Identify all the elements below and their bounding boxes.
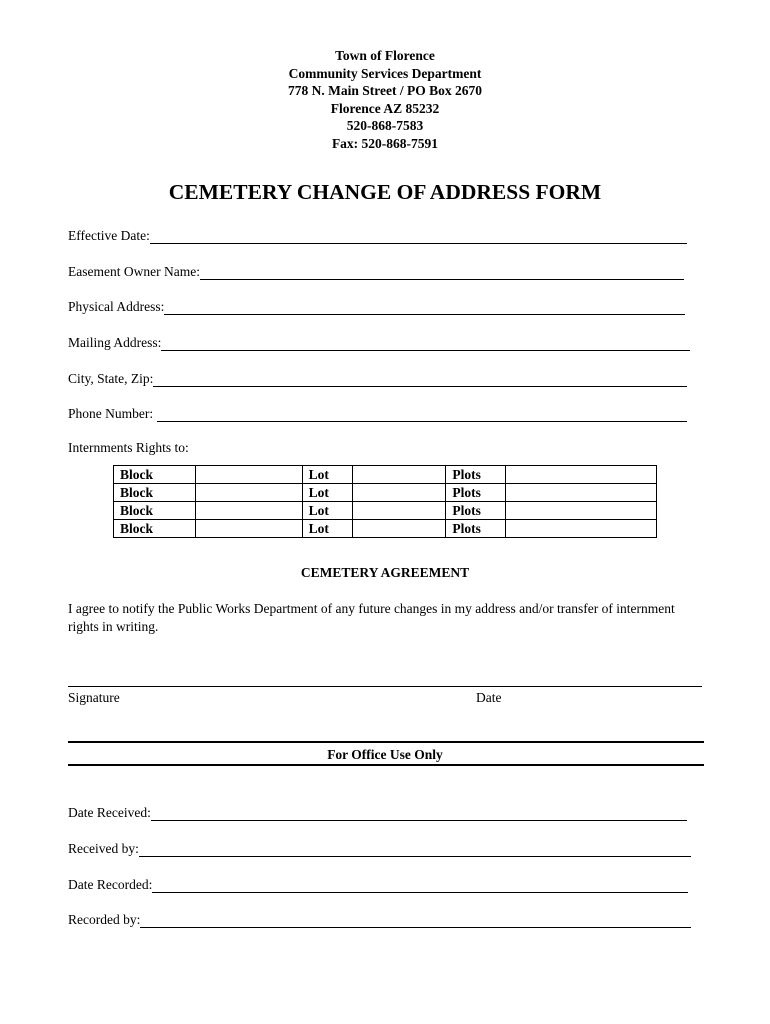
lot-value-cell[interactable] — [352, 466, 446, 484]
plots-value-cell[interactable] — [506, 520, 657, 538]
physical-address-line[interactable] — [164, 300, 685, 315]
lot-label: Lot — [302, 484, 352, 502]
plots-label: Plots — [446, 520, 506, 538]
date-received-line[interactable] — [151, 806, 687, 821]
date-recorded-label: Date Recorded: — [68, 877, 153, 892]
phone-number: 520-868-7583 — [346, 118, 424, 134]
mailing-address-line[interactable] — [161, 336, 690, 351]
plots-label: Plots — [446, 484, 506, 502]
date-recorded-field[interactable] — [68, 875, 688, 893]
city-state-zip-line[interactable] — [153, 372, 687, 387]
plots-value-cell[interactable] — [506, 466, 657, 484]
date-recorded-line[interactable] — [152, 878, 688, 893]
date-label: Date — [476, 690, 502, 705]
physical-address-field[interactable] — [68, 297, 685, 315]
owner-name-field[interactable] — [68, 262, 684, 280]
office-divider-bottom — [68, 764, 704, 766]
office-use-heading: For Office Use Only — [327, 747, 443, 762]
plots-label: Plots — [446, 466, 506, 484]
table-row — [114, 466, 657, 484]
agreement-text: I agree to notify the Public Works Department of any future changes in my address and/or transfer of internment rights in writing. — [68, 601, 675, 634]
department-name: Community Services Department — [288, 65, 482, 81]
block-label: Block — [114, 502, 196, 520]
date-received-label: Date Received: — [68, 805, 151, 820]
lot-label: Lot — [302, 502, 352, 520]
fax-number: Fax: 520-868-7591 — [331, 135, 439, 151]
phone-number-label: Phone Number: — [68, 406, 157, 421]
block-value-cell[interactable] — [195, 520, 302, 538]
city-state-zip-field[interactable] — [68, 369, 687, 387]
letterhead — [0, 47, 770, 153]
received-by-field[interactable] — [68, 839, 691, 857]
org-name: Town of Florence — [335, 48, 435, 63]
effective-date-line[interactable] — [150, 229, 687, 244]
lot-value-cell[interactable] — [352, 484, 446, 502]
recorded-by-field[interactable] — [68, 910, 691, 928]
owner-name-line[interactable] — [200, 265, 684, 280]
owner-name-label: Easement Owner Name: — [68, 264, 200, 279]
lot-label: Lot — [302, 466, 352, 484]
effective-date-label: Effective Date: — [68, 228, 150, 243]
recorded-by-line[interactable] — [140, 913, 691, 928]
table-row — [114, 502, 657, 520]
signature-label: Signature — [68, 690, 120, 705]
agreement-heading: CEMETERY AGREEMENT — [300, 565, 470, 580]
form-title: CEMETERY CHANGE OF ADDRESS FORM — [168, 180, 602, 204]
received-by-line[interactable] — [139, 842, 691, 857]
city-address: Florence AZ 85232 — [330, 100, 440, 116]
lot-label: Lot — [302, 520, 352, 538]
city-state-zip-label: City, State, Zip: — [68, 371, 154, 386]
table-row — [114, 520, 657, 538]
plots-label: Plots — [446, 502, 506, 520]
signature-line[interactable] — [68, 686, 702, 687]
block-value-cell[interactable] — [195, 466, 302, 484]
physical-address-label: Physical Address: — [68, 299, 165, 314]
block-label: Block — [114, 466, 196, 484]
lot-value-cell[interactable] — [352, 502, 446, 520]
block-label: Block — [114, 520, 196, 538]
received-by-label: Received by: — [68, 841, 139, 856]
block-label: Block — [114, 484, 196, 502]
mailing-address-field[interactable] — [68, 333, 690, 351]
internment-rights-label: Internments Rights to: — [68, 440, 189, 455]
lot-value-cell[interactable] — [352, 520, 446, 538]
internment-rights-table — [113, 465, 657, 538]
mailing-address-label: Mailing Address: — [68, 335, 162, 350]
recorded-by-label: Recorded by: — [68, 912, 141, 927]
office-divider-top — [68, 741, 704, 743]
effective-date-field[interactable] — [68, 226, 687, 244]
plots-value-cell[interactable] — [506, 502, 657, 520]
date-received-field[interactable] — [68, 803, 687, 821]
table-row — [114, 484, 657, 502]
phone-number-field[interactable] — [68, 404, 687, 422]
phone-number-line[interactable] — [157, 407, 687, 422]
block-value-cell[interactable] — [195, 484, 302, 502]
street-address: 778 N. Main Street / PO Box 2670 — [288, 83, 482, 99]
block-value-cell[interactable] — [195, 502, 302, 520]
plots-value-cell[interactable] — [506, 484, 657, 502]
